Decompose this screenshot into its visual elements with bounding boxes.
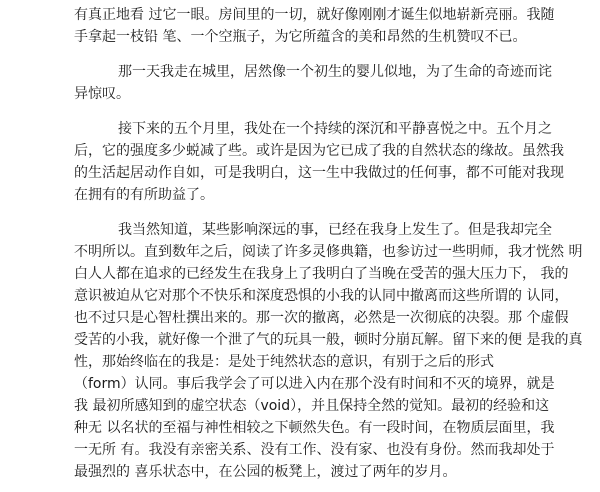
text-line: 白人人都在追求的已经发生在我身上了我明白了当晚在受苦的强大压力下， 我的 <box>74 266 569 282</box>
text-line: 的生活起居动作自如，可是我明白，这一生中我做过的任何事，都不可能对我现 <box>74 165 564 181</box>
paragraph-2 <box>74 61 556 105</box>
paragraph-4 <box>74 219 583 483</box>
text-line: 不明所以。直到数年之后，阅读了许多灵修典籍，也参访过一些明师，我才恍然 明 <box>74 244 583 260</box>
text-line: 后，它的强度多少蜕减了些。或许是因为它已成了我的自然状态的缘故。虽然我 <box>74 143 564 159</box>
text-line: 手拿起一枝铅 笔、一个空瓶子，为它所蕴含的美和昂然的生机赞叹不已。 <box>74 29 527 45</box>
text-line: 异惊叹。 <box>74 86 130 102</box>
text-line: 接下来的五个月里，我处在一个持续的深沉和平静喜悦之中。五个月之 <box>118 121 552 137</box>
text-line: 我 最初所感知到的虚空状态（void），并且保持全然的觉知。最初的经验和这 <box>74 398 550 414</box>
text-line: 意识被迫从它对那个不快乐和深度恐惧的小我的认同中撤离而这些所谓的 认同， <box>74 288 569 304</box>
text-line: 在拥有的有所助益了。 <box>74 187 214 203</box>
text-line: 那一天我走在城里，居然像一个初生的婴儿似地，为了生命的奇迹而诧 <box>118 64 552 80</box>
text-line: 最强烈的 喜乐状态中，在公园的板凳上，渡过了两年的岁月。 <box>74 464 457 480</box>
text-line: 种无 以名状的至福与神性相较之下顿然失色。有一段时间，在物质层面里，我 <box>74 420 555 436</box>
text-line: 性，那始终临在的我是：是处于纯然状态的意识，有别于之后的形式 <box>74 354 494 370</box>
paragraph-1 <box>74 4 556 48</box>
text-line: 也不过只是心智杜撰出来的。那一次的撤离，必然是一次彻底的决裂。那 个虚假 <box>74 310 569 326</box>
text-line: 我当然知道，某些影响深远的事，已经在我身上发生了。但是我却完全 <box>118 222 552 238</box>
text-line: 受苦的小我，就好像一个泄了气的玩具一般，顿时分崩瓦解。留下来的便 是我的真 <box>74 332 583 348</box>
text-line: 有真正地看 过它一眼。房间里的一切，就好像刚刚才诞生似地崭新亮丽。我随 <box>74 7 555 23</box>
paragraph-3 <box>74 118 564 206</box>
text-line: （form）认同。事后我学会了可以进入内在那个没有时间和不灭的境界，就是 <box>74 376 555 392</box>
text-line: 一无所 有。我没有亲密关系、没有工作、没有家、也没有身份。然而我却处于 <box>74 442 555 458</box>
